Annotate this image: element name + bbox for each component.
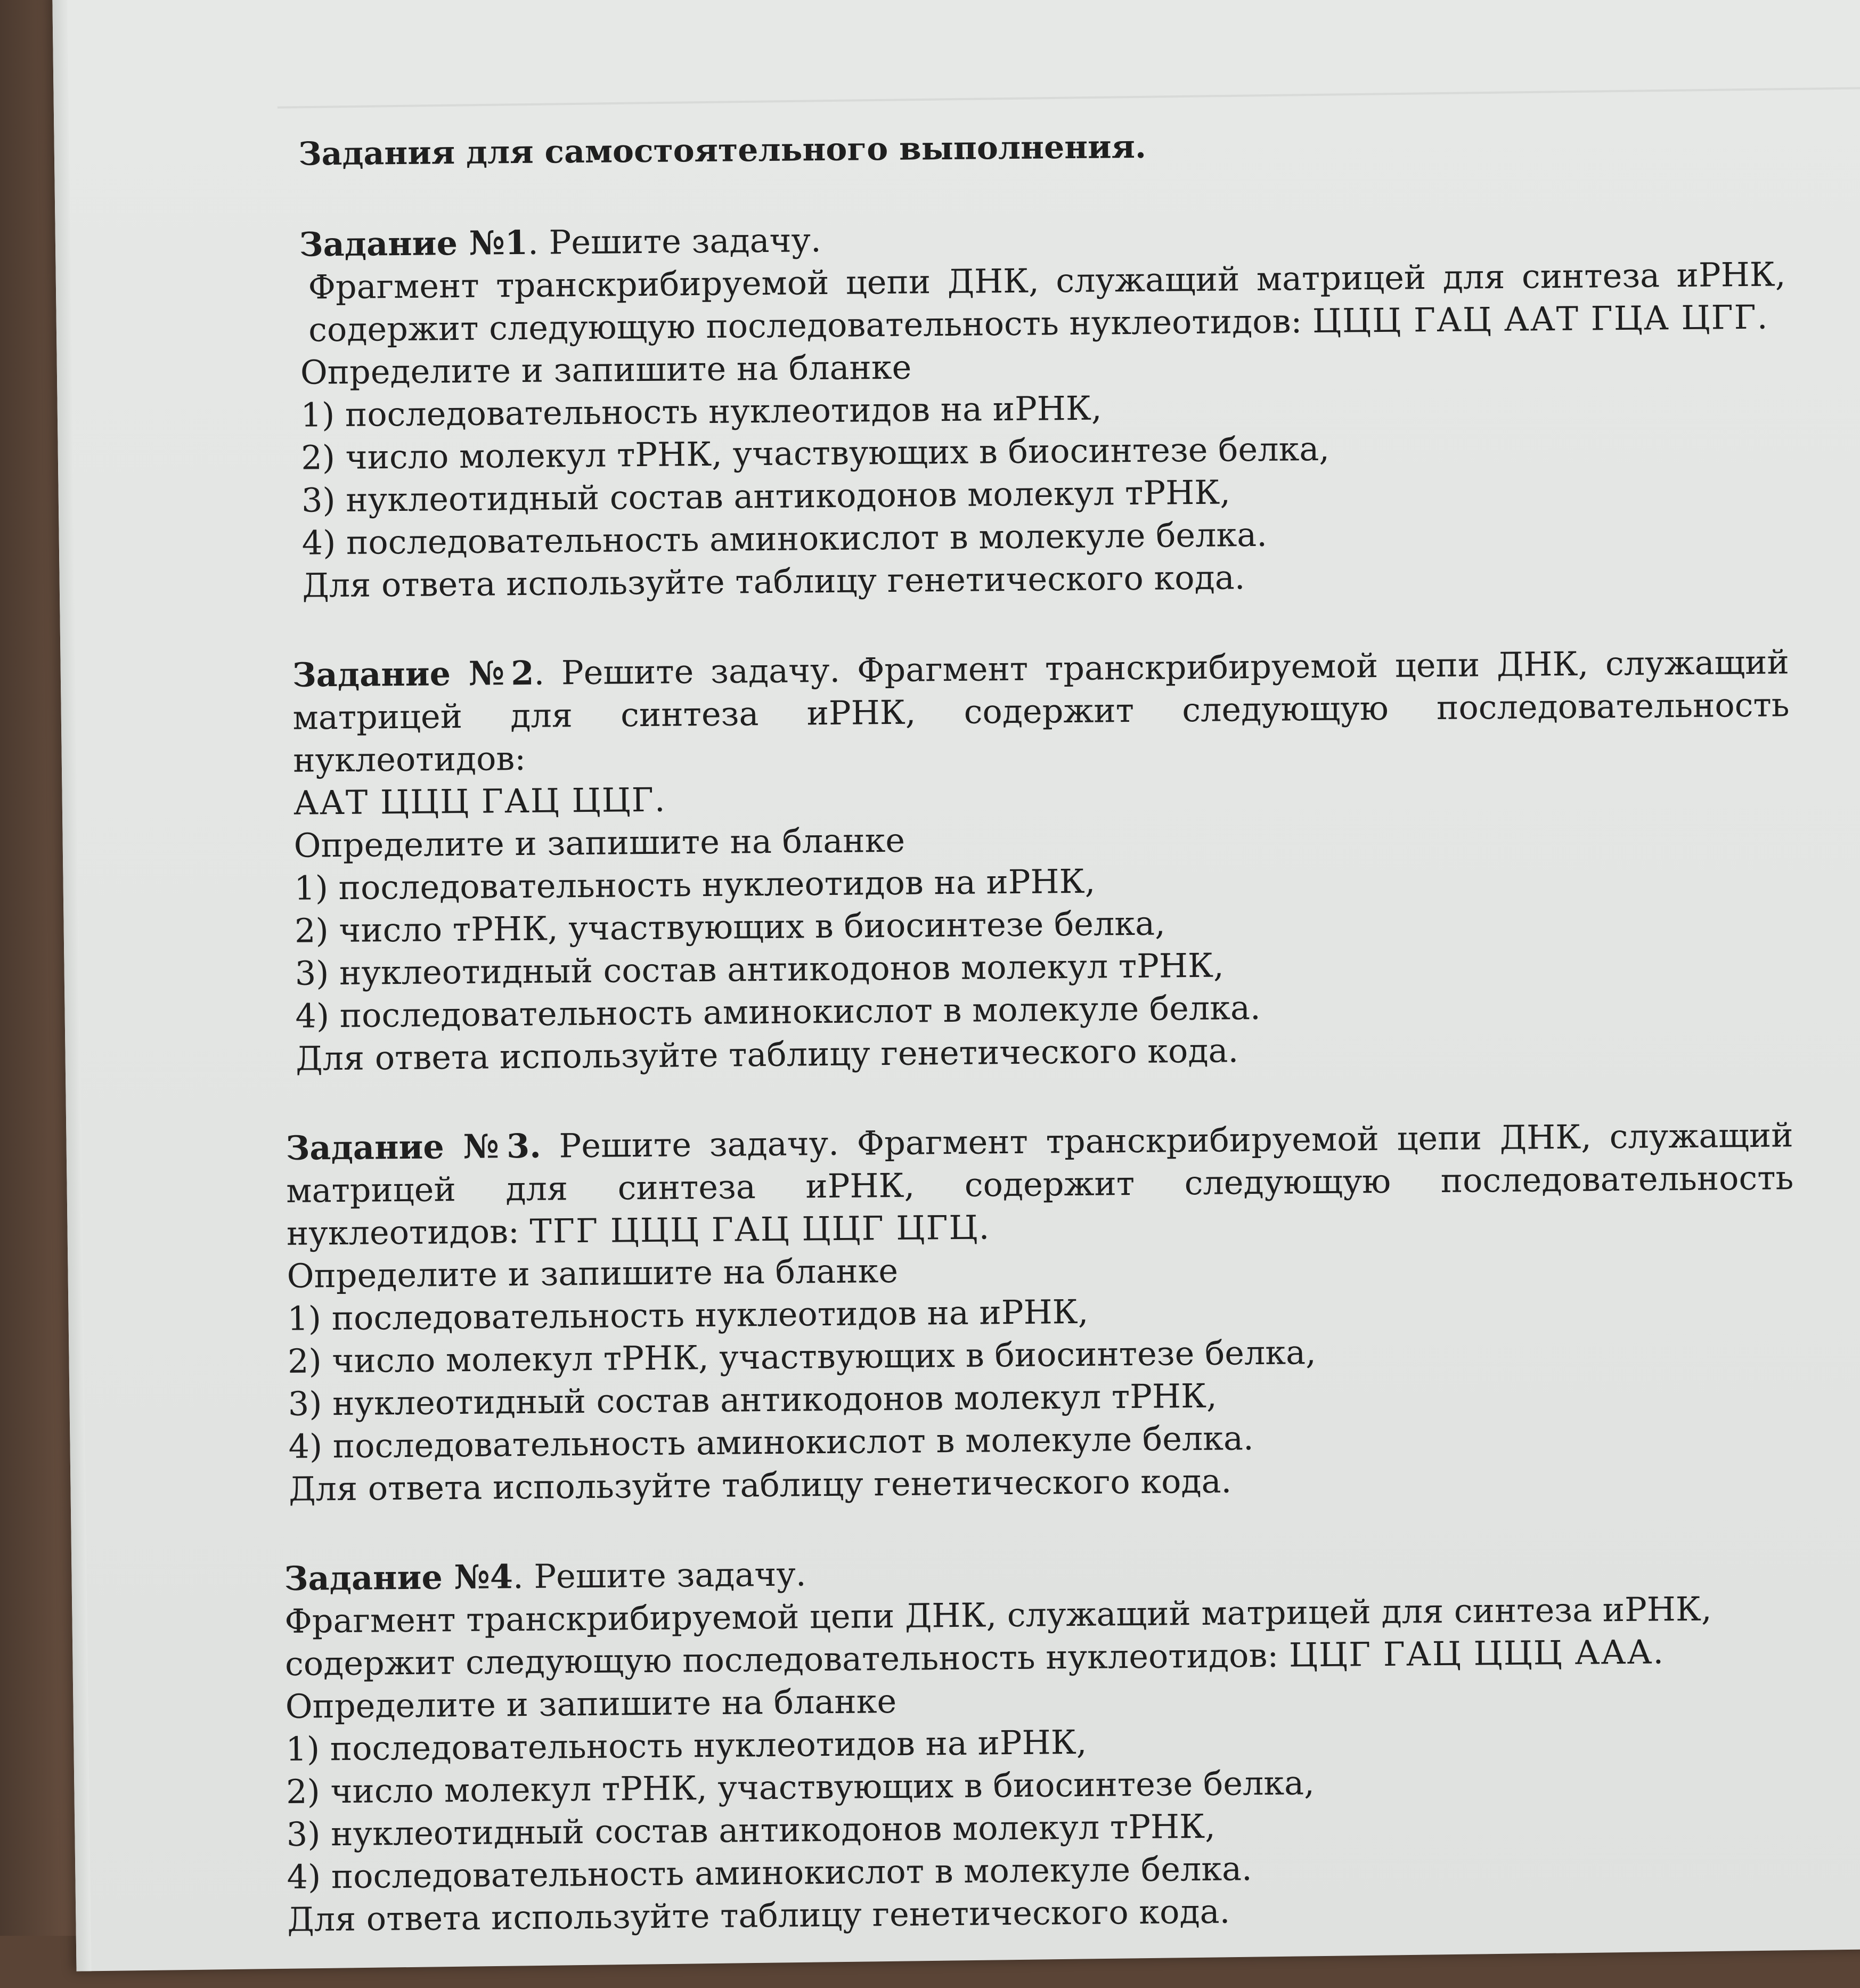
- task-3: [285, 1114, 1796, 1511]
- document-content: [277, 120, 1800, 1988]
- task-intro: . Решите задачу.: [527, 221, 822, 262]
- task-footer: Для ответа используйте таблицу генетического кода.: [288, 1461, 1232, 1509]
- list-item: 4) последовательность аминокислот в молекуле белка.: [288, 1419, 1254, 1466]
- task-4: [284, 1544, 1800, 1941]
- list-item: 4) последовательность аминокислот в молекуле белка.: [287, 1849, 1253, 1896]
- list-item: 2) число молекул тРНК, участвующих в биосинтезе белка,: [300, 429, 1330, 477]
- list-item: 2) число молекул тРНК, участвующих в биосинтезе белка,: [287, 1333, 1317, 1381]
- list-item: 1) последовательность нуклеотидов на иРНК,: [287, 1292, 1089, 1338]
- task-footer: Для ответа используйте таблицу генетического кода.: [295, 1031, 1239, 1078]
- list-item: 3) нуклеотидный состав антикодонов молекул тРНК,: [295, 946, 1224, 993]
- task-footer: Для ответа используйте таблицу генетического кода.: [302, 558, 1245, 605]
- task-body: [299, 253, 1786, 351]
- list-item: 2) число тРНК, участвующих в биосинтезе белка,: [294, 903, 1166, 950]
- list-item: 3) нуклеотидный состав антикодонов молекул тРНК,: [286, 1806, 1216, 1854]
- task-body-text: Фрагмент транскрибируемой цепи ДНК, служащий матрицей для синтеза иРНК, содержит следующую последовательность нуклеотидов:: [308, 255, 1786, 349]
- list-item: 3) нуклеотидный состав антикодонов молекул тРНК,: [288, 1376, 1218, 1423]
- bleed-through-table: [276, 0, 1860, 109]
- task-title: Задание №1: [299, 223, 528, 264]
- nucleotide-sequence: ЦЦГ ГАЦ ЦЦЦ ААА.: [1288, 1632, 1665, 1675]
- task-intro: Решите задачу. Фрагмент транскрибируемой цепи ДНК, служащий матрицей для синтеза иРНК, содержит следующую последовательность нуклеотидов:: [286, 1115, 1794, 1253]
- task-1: [299, 210, 1788, 607]
- nucleotide-sequence: ЦЦЦ ГАЦ ААТ ГЦА ЦГГ.: [1312, 297, 1769, 341]
- task-title: Задание №2: [292, 653, 534, 695]
- page-heading: Задания для самостоятельного выполнения.: [298, 128, 1147, 173]
- nucleotide-sequence: ААТ ЦЦЦ ГАЦ ЦЦГ.: [293, 780, 666, 822]
- task-determine: Определите и запишите на бланке: [287, 1251, 899, 1296]
- task-title-line: [292, 641, 1790, 782]
- task-title: Задание №4: [284, 1557, 513, 1598]
- task-footer: Для ответа используйте таблицу генетического кода.: [287, 1892, 1230, 1939]
- list-item: 4) последовательность аминокислот в молекуле белка.: [295, 988, 1261, 1036]
- task-body-text: Фрагмент транскрибируемой цепи ДНК, служащий матрицей для синтеза иРНК, содержит следующую последовательность нуклеотидов:: [284, 1589, 1712, 1683]
- task-intro: . Решите задачу.: [512, 1554, 806, 1596]
- task-title: Задание №3.: [285, 1126, 542, 1168]
- task-2: [292, 641, 1793, 1080]
- task-body: [284, 1587, 1798, 1685]
- task-determine: Определите и запишите на бланке: [285, 1681, 897, 1726]
- task-title-line: [285, 1114, 1794, 1255]
- task-intro: . Решите задачу. Фрагмент транскрибируемой цепи ДНК, служащий матрицей для синтеза иРНК, содержит следующую последовательность нуклеотидов:: [292, 642, 1790, 780]
- list-item: 2) число молекул тРНК, участвующих в биосинтезе белка,: [285, 1763, 1315, 1811]
- list-item: 3) нуклеотидный состав антикодонов молекул тРНК,: [301, 472, 1231, 520]
- task-determine: Определите и запишите на бланке: [300, 347, 912, 392]
- list-item: 1) последовательность нуклеотидов на иРНК,: [285, 1722, 1087, 1769]
- list-item: 1) последовательность нуклеотидов на иРНК,: [300, 388, 1102, 435]
- list-item: 1) последовательность нуклеотидов на иРНК,: [294, 861, 1096, 908]
- nucleotide-sequence: ТГГ ЦЦЦ ГАЦ ЦЦГ ЦГЦ.: [529, 1208, 991, 1251]
- list-item: 4) последовательность аминокислот в молекуле белка.: [301, 515, 1268, 563]
- task-determine: Определите и запишите на бланке: [293, 820, 905, 865]
